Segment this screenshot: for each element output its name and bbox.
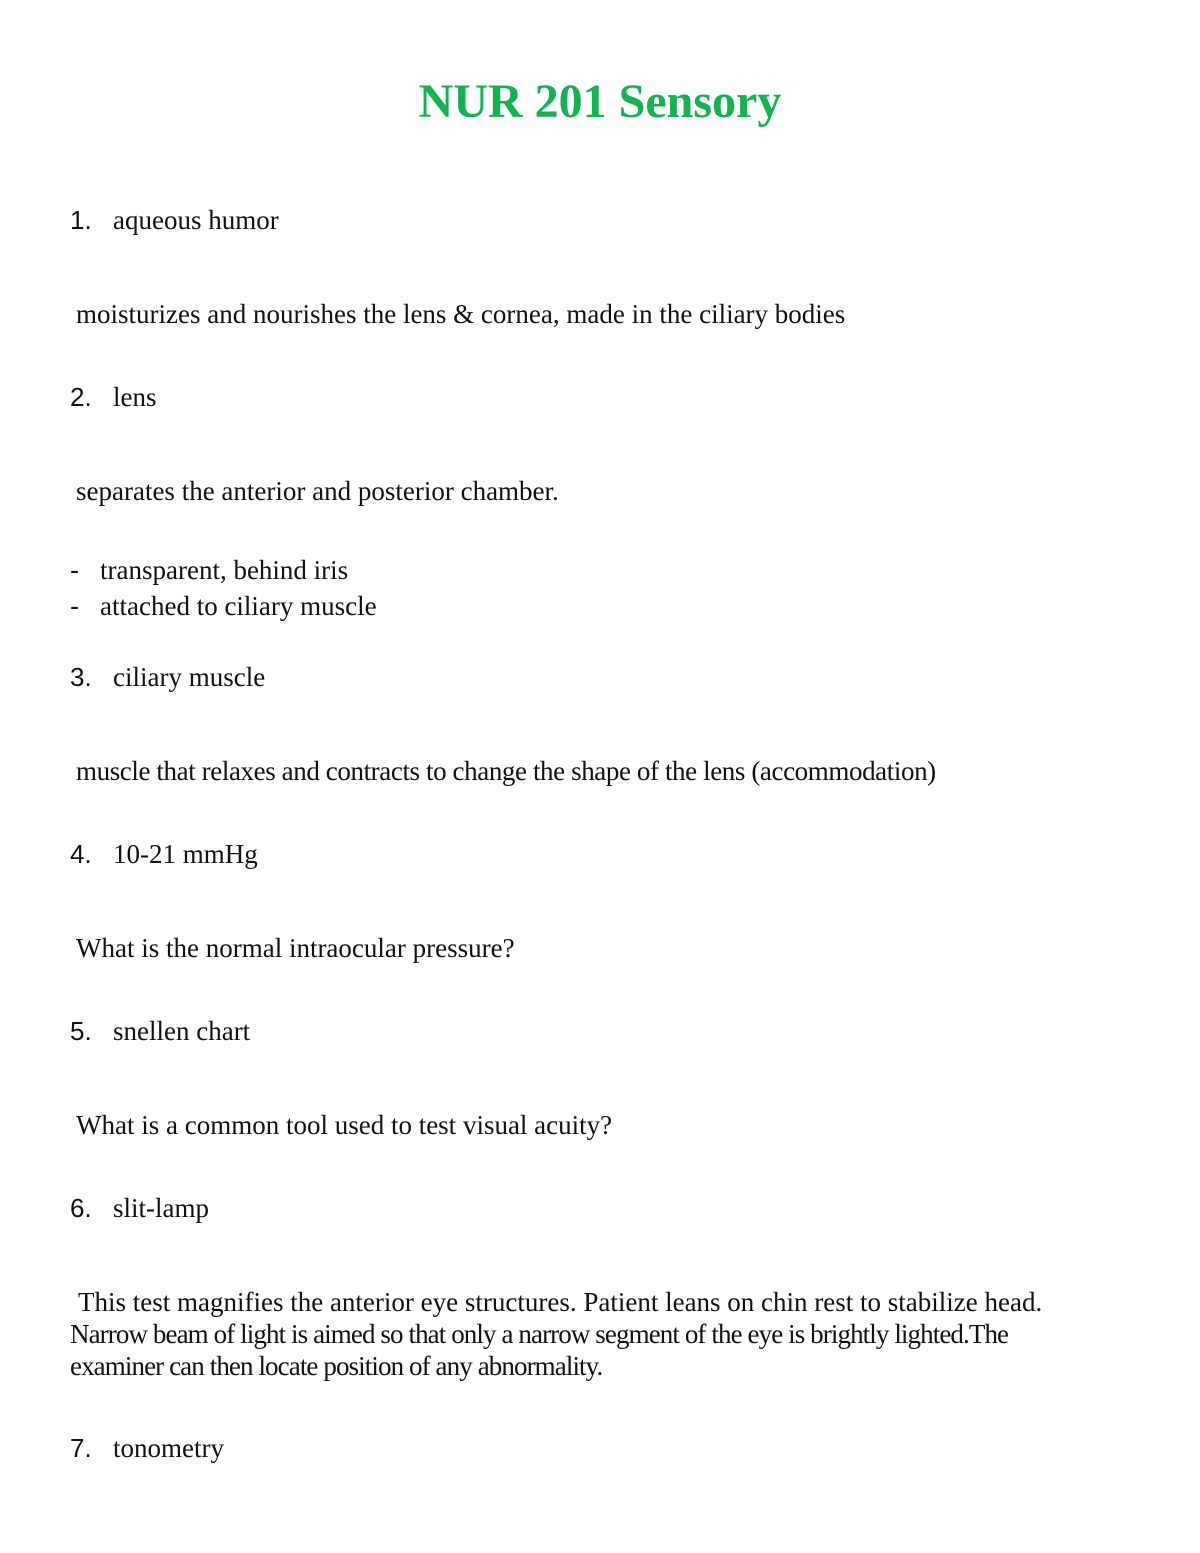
- card-number: 6.: [70, 1193, 92, 1223]
- card-number: 3.: [70, 662, 92, 692]
- card-term-6: [70, 1190, 209, 1226]
- card-term-text: slit-lamp: [113, 1193, 209, 1223]
- card-definition-3: muscle that relaxes and contracts to change the shape of the lens (accommodation): [76, 756, 936, 786]
- card-term-text: lens: [113, 382, 157, 412]
- card-term-7: [70, 1430, 224, 1466]
- bullet-marker: -: [70, 555, 79, 585]
- card-term-text: aqueous humor: [113, 205, 279, 235]
- card-number: 4.: [70, 839, 92, 869]
- card-number: 7.: [70, 1433, 92, 1463]
- card-term-1: [70, 202, 279, 238]
- list-item: [70, 588, 377, 624]
- bullet-text: transparent, behind iris: [100, 555, 349, 585]
- card-term-2: [70, 379, 157, 415]
- card-term-4: [70, 836, 258, 872]
- card-term-5: [70, 1013, 250, 1049]
- card-term-text: tonometry: [113, 1433, 224, 1463]
- card-number: 2.: [70, 382, 92, 412]
- card-term-text: snellen chart: [113, 1016, 251, 1046]
- definition-line: This test magnifies the anterior eye structures. Patient leans on chin rest to stabilize head.: [78, 1287, 1043, 1317]
- card-definition-1: moisturizes and nourishes the lens & cornea, made in the ciliary bodies: [76, 299, 846, 329]
- list-item: [70, 552, 377, 588]
- card-number: 5.: [70, 1016, 92, 1046]
- card-definition-5: What is a common tool used to test visual acuity?: [76, 1110, 613, 1140]
- card-term-text: 10-21 mmHg: [113, 839, 258, 869]
- card-term-text: ciliary muscle: [113, 662, 266, 692]
- card-term-3: [70, 659, 265, 695]
- card-definition-6: [70, 1286, 1130, 1382]
- card-definition-2: separates the anterior and posterior chamber.: [76, 476, 559, 506]
- page-title: NUR 201 Sensory: [418, 75, 782, 128]
- bullet-list: [70, 552, 377, 624]
- bullet-text: attached to ciliary muscle: [100, 591, 377, 621]
- definition-line: Narrow beam of light is aimed so that only a narrow segment of the eye is brightly lighted.The: [70, 1319, 1009, 1349]
- card-definition-4: What is the normal intraocular pressure?: [76, 933, 515, 963]
- bullet-marker: -: [70, 591, 79, 621]
- card-number: 1.: [70, 205, 92, 235]
- definition-line: examiner can then locate position of any abnormality.: [70, 1351, 603, 1381]
